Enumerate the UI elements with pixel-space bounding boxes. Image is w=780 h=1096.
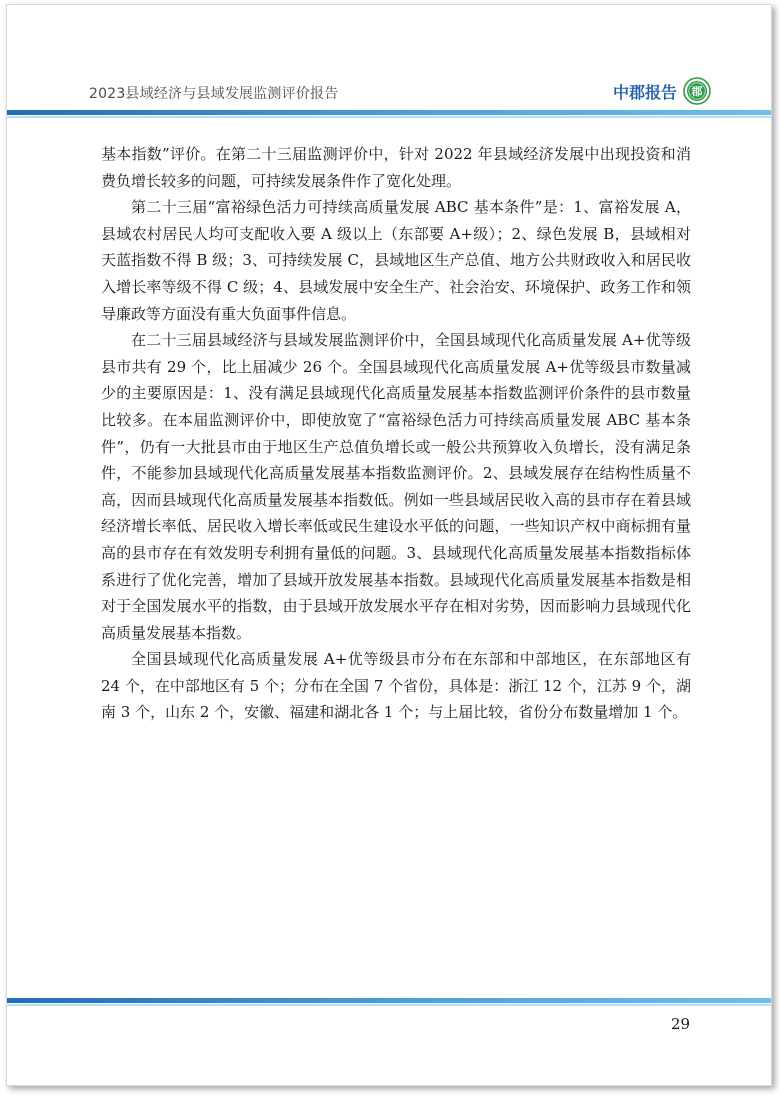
brand-name: 中郡报告 [613, 82, 678, 102]
document-page [6, 4, 772, 1086]
page-number: 29 [671, 1015, 691, 1033]
paragraph-4: 全国县域现代化高质量发展 A+优等级县市分布在东部和中部地区，在东部地区有 24 个，在中部地区有 5 个；分布在全国 7 个省份，具体是：浙江 12 个，江苏 9 个，湖南 3 个，山东 2 个，安徽、福建和湖北各 1 个；与上届比较，省份分布数量增加 1 个。 [101, 650, 691, 722]
header-band [7, 110, 771, 115]
paragraph-2: 第二十三届“富裕绿色活力可持续高质量发展 ABC 基本条件”是：1、富裕发展 A，县域农村居民人均可支配收入要 A 级以上（东部要 A+级）；2、绿色发展 B，县域相对天蓝指数不得 B 级；3、可持续发展 C，县域地区生产总值、地方公共财政收入和居民收入增长率等级不得 C 级；4、县域发展中安全生产、社会治安、环境保护、政务工作和领导廉政等方面没有重大负面事件信息。 [101, 198, 691, 323]
brand-logo-icon [683, 77, 711, 105]
footer-band-accent [7, 1004, 771, 1006]
paragraph-1: 基本指数”评价。在第二十三届监测评价中，针对 2022 年县域经济发展中出现投资和消费负增长较多的问题，可持续发展条件作了宽化处理。 [101, 145, 691, 190]
paragraph-3: 在二十三届县域经济与县域发展监测评价中，全国县域现代化高质量发展 A+优等级县市共有 29 个，比上届减少 26 个。全国县域现代化高质量发展 A+优等级县市数量减少的主要原因是：1、没有满足县域现代化高质量发展基本指数监测评价条件的县市数量比较多。在本届监测评价中，即使放宽了“富裕绿色活力可持续高质量发展 ABC 基本条件”，仍有一大批县市由于地区生产总值负增长或一般公共预算收入负增长，没有满足条件，不能参加县域现代化高质量发展基本指数监测评价。2、县域发展存在结构性质量不高，因而县域现代化高质量发展基本指数低。例如一些县域居民收入高的县市存在着县域经济增长率低、居民收入增长率低或民生建设水平低的问题，一些知识产权中商标拥有量高的县市存在有效发明专利拥有量低的问题。3、县域现代化高质量发展基本指数指标体系进行了优化完善，增加了县域开放发展基本指数。县域现代化高质量发展基本指数是相对于全国发展水平的指数，由于县域开放发展水平存在相对劣势，因而影响力县域现代化高质量发展基本指数。 [101, 331, 691, 642]
body-text [101, 141, 691, 726]
report-header-title: 2023县域经济与县域发展监测评价报告 [89, 86, 339, 102]
brand [613, 77, 711, 105]
brand-logo-glyph: 郡 [691, 85, 703, 99]
footer-band [7, 998, 771, 1003]
header-band-accent [7, 116, 771, 118]
